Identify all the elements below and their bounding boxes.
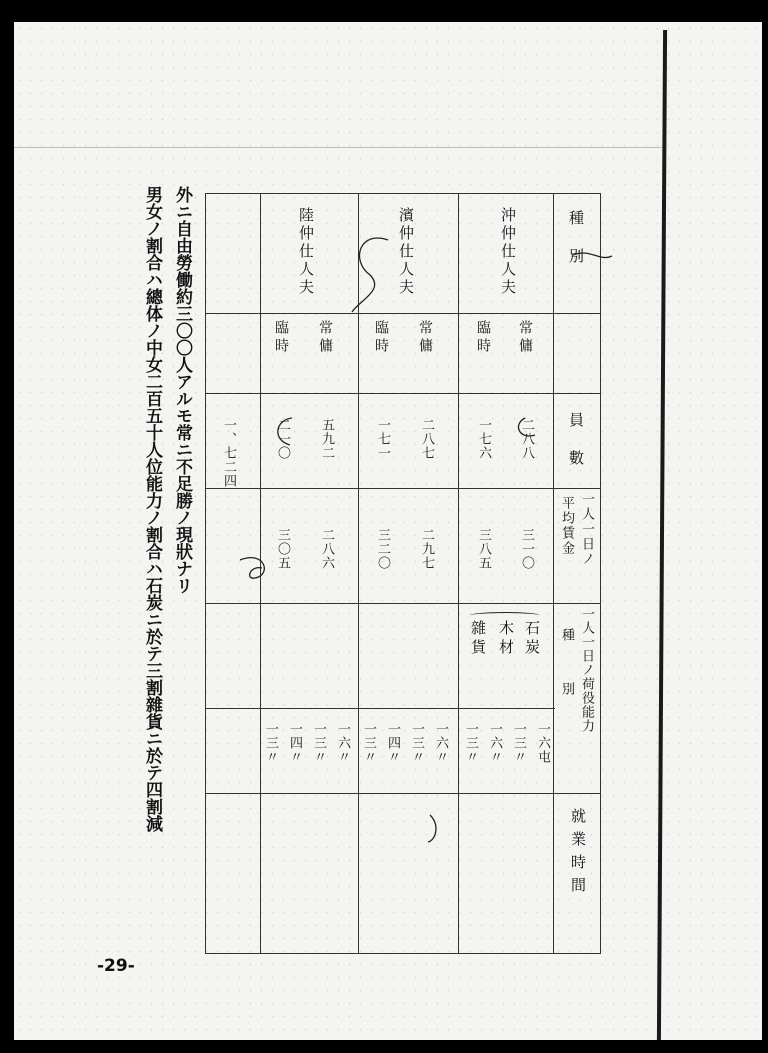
cargo-value: 一六〃 [487, 722, 502, 764]
row-type: 臨時 [475, 320, 491, 356]
row-type: 臨時 [373, 320, 389, 356]
cargo-value: 一六〃 [335, 722, 350, 764]
row-name: 濱仲仕人夫 [397, 207, 415, 297]
cargo-value: 一三〃 [311, 722, 326, 764]
row-count: 一七六 [476, 418, 491, 460]
row-count: 二八八 [519, 418, 534, 460]
cargo-value: 一六屯 [535, 722, 550, 764]
note-line-1: 外ニ自由勞働約三〇〇人アルモ常ニ不足勝ノ現狀ナリ [172, 186, 192, 594]
header-count: 員 數 [567, 412, 585, 469]
note-line-2: 男女ノ割合ハ總体ノ中女二百五十人位能力ノ割合ハ石炭ニ於テ三割雜貨ニ於テ四割減 [142, 186, 162, 832]
row-type: 常傭 [417, 320, 433, 356]
cargo-value: 一三〃 [463, 722, 478, 764]
row-count: 五九二 [319, 418, 334, 460]
header-wage-line2: 平均賃金 [559, 496, 574, 556]
row-type: 常傭 [317, 320, 333, 356]
row-wage: 二八六 [319, 528, 334, 570]
page-number: -29- [97, 956, 135, 976]
row-count: 二八七 [419, 418, 434, 460]
cargo-value: 一三〃 [361, 722, 376, 764]
cargo-value: 一三〃 [511, 722, 526, 764]
row-wage: 三二〇 [375, 528, 390, 570]
row-wage: 三八五 [476, 528, 491, 570]
cargo-value: 一四〃 [287, 722, 302, 764]
cargo-type: 雜貨 [469, 620, 487, 658]
cargo-type: 木材 [497, 620, 515, 658]
header-cargo-title: 一人一日ノ荷役能力 [579, 607, 594, 733]
header-cargo-kind: 種 別 [559, 628, 574, 709]
row-type: 臨時 [273, 320, 289, 356]
cargo-type: 石炭 [523, 620, 541, 658]
cargo-value: 一三〃 [409, 722, 424, 764]
row-name: 陸仲仕人夫 [297, 207, 315, 297]
header-wage-line1: 一人一日ノ [579, 492, 594, 567]
header-hours: 就業時間 [569, 808, 587, 900]
total-count: 一、七二四 [221, 418, 236, 488]
row-wage: 三一〇 [519, 528, 534, 570]
row-count: 一七一 [375, 418, 390, 460]
row-wage: 二九七 [419, 528, 434, 570]
row-wage: 三〇五 [275, 528, 290, 570]
row-count: 二一〇 [275, 418, 290, 460]
header-kind: 種 別 [567, 210, 585, 267]
cargo-value: 一四〃 [385, 722, 400, 764]
row-type: 常傭 [517, 320, 533, 356]
cargo-value: 一三〃 [263, 722, 278, 764]
row-name: 沖仲仕人夫 [499, 207, 517, 297]
cargo-value: 一六〃 [433, 722, 448, 764]
